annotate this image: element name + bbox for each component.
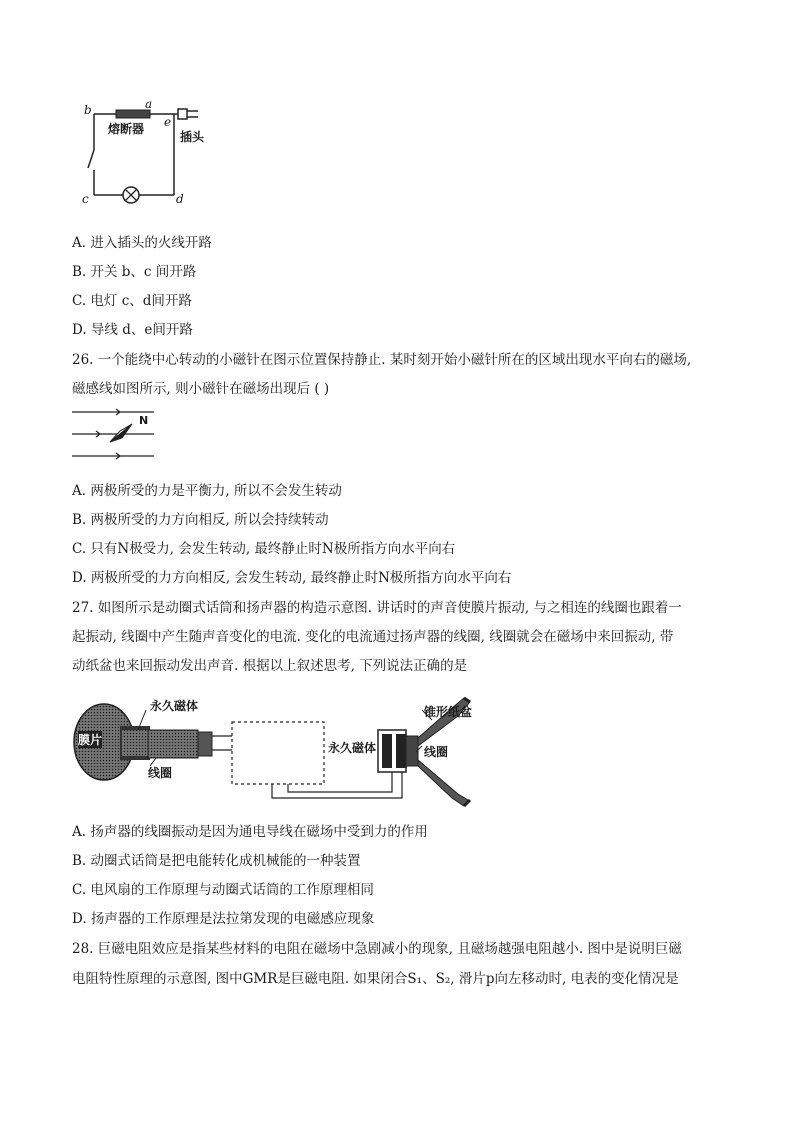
q25-option-d: D. 导线 d、e间开路	[72, 322, 193, 338]
plug-symbol	[178, 109, 187, 119]
q27-stem-line3: 动纸盆也来回振动发出声音. 根据以上叙述思考, 下列说法正确的是	[72, 658, 468, 674]
q28-stem-line2: 电阻特性原理的示意图, 图中GMR是巨磁电阻. 如果闭合S₁、S₂, 滑片p向左移动时, 电表的变化情况是	[72, 971, 679, 987]
q25-option-a: A. 进入插头的火线开路	[72, 235, 212, 251]
point-c-label: c	[82, 192, 89, 206]
compass-n-label: N	[139, 414, 149, 427]
q27-option-d: D. 扬声器的工作原理是法拉第发现的电磁感应现象	[72, 911, 375, 927]
diaphragm-label: 膜片	[78, 733, 103, 747]
q28-stem-line1: 28. 巨磁电阻效应是指某些材料的电阻在磁场中急剧减小的现象, 且磁场越强电阻越小. 图中是说明巨磁	[72, 941, 682, 957]
q25-option-c: C. 电灯 c、d间开路	[72, 293, 192, 309]
q27-option-b: B. 动圈式话筒是把电能转化成机械能的一种装置	[72, 853, 361, 869]
q27-stem-line1: 27. 如图所示是动圈式话筒和扬声器的构造示意图. 讲话时的声音使膜片振动, 与之相连的线圈也跟着一	[72, 600, 682, 616]
speaker-magnet-label: 永久磁体	[328, 741, 377, 755]
speaker-coil-label: 线圈	[424, 745, 449, 759]
compass-figure	[72, 404, 162, 466]
q27-option-c: C. 电风扇的工作原理与动圈式话筒的工作原理相同	[72, 882, 374, 898]
fuse-label: 熔断器	[108, 122, 145, 136]
switch-symbol	[88, 150, 94, 168]
amplifier-box	[232, 722, 324, 784]
q27-stem-line2: 起振动, 线圈中产生随声音变化的电流. 变化的电流通过扬声器的线圈, 线圈就会在磁场中来回振动, 带	[72, 629, 674, 645]
point-d-label: d	[176, 192, 184, 206]
q26-option-a: A. 两极所受的力是平衡力, 所以不会发生转动	[72, 483, 342, 499]
q26-option-c: C. 只有N极受力, 会发生转动, 最终静止时N极所指方向水平向右	[72, 541, 456, 557]
point-a-label: a	[145, 97, 153, 111]
q27-option-a: A. 扬声器的线圈振动是因为通电导线在磁场中受到力的作用	[72, 824, 428, 840]
q26-stem-line2: 磁感线如图所示, 则小磁针在磁场出现后 ( )	[72, 381, 330, 397]
q25-option-b: B. 开关 b、c 间开路	[72, 264, 197, 280]
q26-stem-line1: 26. 一个能绕中心转动的小磁针在图示位置保持静止. 某时刻开始小磁针所在的区域出现水平向右的磁场,	[72, 352, 692, 368]
point-b-label: b	[84, 103, 92, 117]
q26-option-d: D. 两极所受的力方向相反, 会发生转动, 最终静止时N极所指方向水平向右	[72, 570, 512, 586]
plug-label: 插头	[180, 130, 205, 144]
fuse-symbol	[116, 110, 150, 118]
cone-label: 锥形纸盆	[424, 705, 473, 719]
point-e-label: e	[164, 115, 172, 129]
q26-option-b: B. 两极所受的力方向相反, 所以会持续转动	[72, 512, 329, 528]
mic-coil-label: 线圈	[148, 766, 173, 780]
circuit-figure	[78, 92, 228, 214]
mic-magnet-label: 永久磁体	[150, 699, 199, 713]
